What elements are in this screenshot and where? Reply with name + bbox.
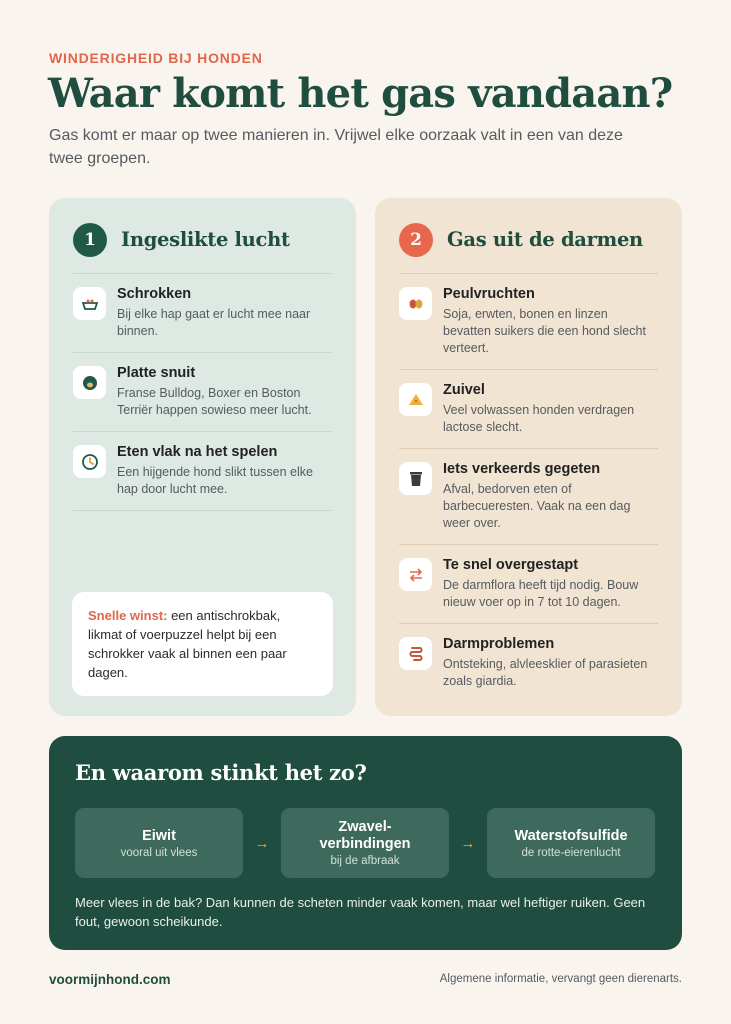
intestine-icon	[399, 637, 432, 670]
item-desc: Veel volwassen honden verdragen lactose slecht.	[443, 403, 635, 434]
bowl-icon	[73, 287, 106, 320]
disclaimer: Algemene informatie, vervangt geen dierenarts.	[439, 973, 682, 985]
list-item	[399, 545, 658, 624]
flow-step	[75, 808, 243, 878]
item-desc: Bij elke hap gaat er lucht mee naar binnen.	[117, 307, 311, 338]
card-swallowed-air	[49, 198, 356, 716]
eyebrow: WINDERIGHEID BIJ HONDEN	[49, 50, 263, 66]
flow-step	[281, 808, 449, 878]
list-item	[399, 449, 658, 545]
list-item	[73, 432, 332, 511]
tip-highlight: Snelle winst:	[88, 608, 168, 623]
item-title: Peulvruchten	[443, 286, 535, 302]
item-title: Schrokken	[117, 286, 192, 302]
step-sub: de rotte-eierenlucht	[521, 846, 621, 859]
why-smell-panel	[49, 736, 682, 950]
step-sub: bij de afbraak	[330, 855, 400, 867]
card-title: Gas uit de darmen	[447, 228, 643, 251]
flow-step	[487, 808, 655, 878]
card-number: 1	[73, 223, 107, 257]
process-flow	[75, 808, 656, 878]
panel-title: En waarom stinkt het zo?	[75, 760, 367, 785]
beans-icon	[399, 287, 432, 320]
card-header	[73, 198, 332, 274]
list-item	[399, 624, 658, 702]
item-title: Darmproblemen	[443, 636, 555, 652]
step-sub: vooral uit vlees	[120, 846, 198, 859]
step-title: Waterstofsulfide	[514, 827, 628, 844]
intro-text: Gas komt er maar op twee manieren in. Vrijwel elke oorzaak valt in een van deze twee groepen.	[49, 127, 623, 167]
card-intestinal-gas	[375, 198, 682, 716]
item-desc: De darmflora heeft tijd nodig. Bouw nieuw voer op in 7 tot 10 dagen.	[443, 578, 639, 609]
dog-face-icon	[73, 366, 106, 399]
step-title: Eiwit	[142, 827, 176, 844]
arrow-right-icon: →	[460, 834, 476, 852]
cheese-icon	[399, 383, 432, 416]
list-item	[399, 370, 658, 449]
item-desc: Afval, bedorven eten of barbecueresten. Vaak na een dag weer over.	[443, 482, 631, 530]
item-title: Zuivel	[443, 382, 485, 398]
card-number: 2	[399, 223, 433, 257]
tip-text: een antischrokbak, likmat of voerpuzzel helpt bij een schrokker vaak al binnen een paar dagen.	[88, 608, 287, 680]
step-title: Zwavel- verbindingen	[319, 819, 411, 852]
item-title: Platte snuit	[117, 365, 196, 381]
item-title: Iets verkeerds gegeten	[443, 461, 601, 477]
item-desc: Een hijgende hond slikt tussen elke hap door lucht mee.	[117, 465, 313, 496]
item-desc: Franse Bulldog, Boxer en Boston Terriër happen sowieso meer lucht.	[117, 386, 312, 417]
arrow-right-icon: →	[254, 834, 270, 852]
site-link[interactable]: voormijnhond.com	[49, 972, 171, 987]
panel-text: Meer vlees in de bak? Dan kunnen de scheten minder vaak komen, maar wel heftiger ruiken. Geen fout, gewoon scheikunde.	[75, 895, 646, 929]
clock-icon	[73, 445, 106, 478]
item-title: Te snel overgestapt	[443, 557, 579, 573]
page-title: Waar komt het gas vandaan?	[48, 70, 673, 117]
list-item	[73, 274, 332, 353]
card-title: Ingeslikte lucht	[121, 228, 290, 251]
swap-arrows-icon	[399, 558, 432, 591]
card-header	[399, 198, 658, 274]
item-desc: Ontsteking, alvleesklier of parasieten zoals giardia.	[443, 657, 648, 688]
item-desc: Soja, erwten, bonen en linzen bevatten suikers die een hond slecht verteert.	[443, 307, 646, 355]
list-item	[73, 353, 332, 432]
quick-win-tip	[72, 592, 333, 696]
item-title: Eten vlak na het spelen	[117, 444, 278, 460]
trash-bin-icon	[399, 462, 432, 495]
list-item	[399, 274, 658, 370]
